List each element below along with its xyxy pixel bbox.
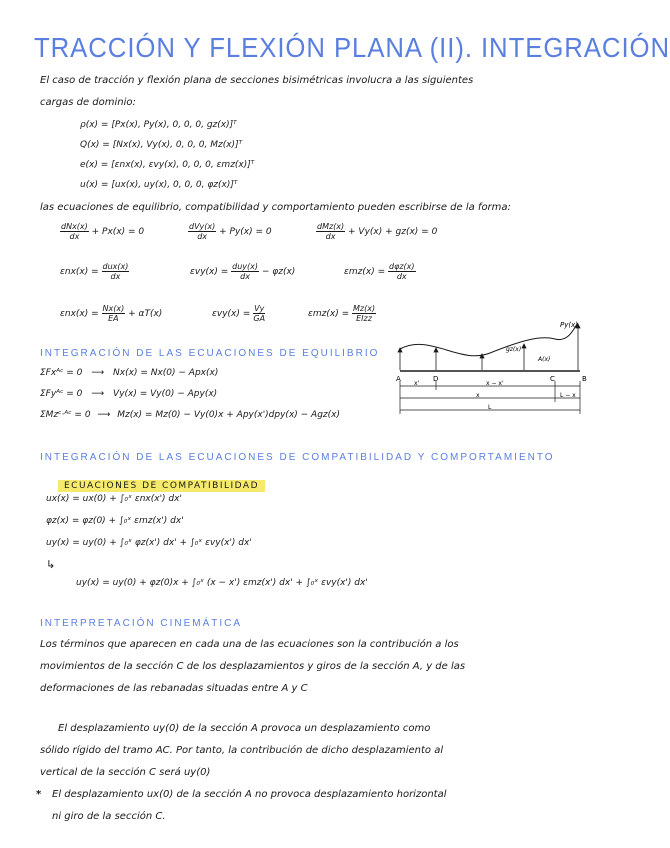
kinematics-para3-line1: El desplazamiento ux(0) de la sección A no provoca desplazamiento horizontal <box>52 789 447 800</box>
vector-u: u(x) = [ux(x), uy(x), 0, 0, 0, φz(x)]ᵀ <box>80 180 238 190</box>
label-dim-l: L <box>488 404 492 411</box>
equilibrium-sum-m: ΣMzᶜ·ᴬᶜ = 0 ⟶ Mz(x) = Mz(0) − Vy(0)x + Apy(x')dpy(x) − Agz(x) <box>40 410 340 420</box>
vector-rho: ρ(x) = [Px(x), Py(x), 0, 0, 0, gz(x)]ᵀ <box>80 120 237 130</box>
label-gz: gz(x) <box>506 346 522 353</box>
label-point-c: C <box>550 375 555 383</box>
behaviour-eq-3: εmz(x) = $\frac{Mz(x)}{\text{EIzz}}$ <box>308 304 376 323</box>
label-dim-l-minus-x: L − x <box>560 392 576 399</box>
integral-uy: uy(x) = uy(0) + ∫₀ˣ φz(x') dx' + ∫₀ˣ εvy(x') dx' <box>46 538 252 548</box>
compatibility-eq-1: εnx(x) = $\frac{\text{dux(x)}}{dx}$ <box>60 262 129 281</box>
label-point-d: D <box>433 375 439 383</box>
load-arrows <box>398 324 580 370</box>
equilibrium-sum-x: ΣFxᴬᶜ = 0 ⟶ Nx(x) = Nx(0) − Apx(x) <box>40 368 219 378</box>
compatibility-eq-3: εmz(x) = $\frac{\text{dφz(x)}}{dx}$ <box>344 262 415 281</box>
result-arrow-icon: ↳ <box>46 558 56 571</box>
label-point-b: B <box>582 375 587 383</box>
label-py: Py(x) <box>560 321 578 329</box>
section-title-kinematics: INTERPRETACIÓN CINEMÁTICA <box>40 618 243 629</box>
compatibility-subtitle: ECUACIONES DE COMPATIBILIDAD <box>58 473 265 492</box>
kinematics-para2-line1: El desplazamiento uy(0) de la sección A provoca un desplazamiento como <box>58 723 431 734</box>
label-apx: A(x) <box>538 356 551 363</box>
equilibrium-eq-1: $\frac{\text{dNx(x)}}{dx}$ + Px(x) = 0 <box>61 222 145 241</box>
equilibrium-eq-2: $\frac{\text{dVy(x)}}{dx}$ + Py(x) = 0 <box>189 222 272 241</box>
equations-intro: las ecuaciones de equilibrio, compatibilidad y comportamiento pueden escribirse de la forma: <box>40 202 511 213</box>
section-title-compatibility: INTEGRACIÓN DE LAS ECUACIONES DE COMPATIBILIDAD Y COMPORTAMIENTO <box>40 452 555 463</box>
equilibrium-sum-y: ΣFyᴬᶜ = 0 ⟶ Vy(x) = Vy(0) − Apy(x) <box>40 389 218 399</box>
kinematics-para3-line2: ni giro de la sección C. <box>52 811 166 822</box>
section-title-equilibrium: INTEGRACIÓN DE LAS ECUACIONES DE EQUILIBRIO <box>40 348 380 359</box>
vector-q: Q(x) = [Nx(x), Vy(x), 0, 0, 0, Mz(x)]ᵀ <box>80 140 243 150</box>
label-dim-x: x <box>476 392 480 399</box>
label-dim-x-minus-x-prime: x − x' <box>486 380 504 387</box>
label-dim-x-prime: x' <box>414 380 420 387</box>
behaviour-eq-2: εvy(x) = $\frac{Vy}{GA}$ <box>212 304 266 323</box>
integral-phiz: φz(x) = φz(0) + ∫₀ˣ εmz(x') dx' <box>46 516 184 526</box>
kinematics-para1-line1: Los términos que aparecen en cada una de las ecuaciones son la contribución a los <box>40 639 459 650</box>
equilibrium-eq-3: $\frac{\text{dMz(x)}}{dx}$ + Vy(x) + gz(x) = 0 <box>317 222 438 241</box>
intro-line-2: cargas de dominio: <box>40 97 136 108</box>
page-title: TRACCIÓN Y FLEXIÓN PLANA (II). INTEGRACIÓN <box>34 32 670 63</box>
kinematics-para2-line3: vertical de la sección C será uy(0) <box>40 767 211 778</box>
bullet-mark: * <box>36 789 42 800</box>
compatibility-eq-2: εvy(x) = $\frac{\text{duy(x)}}{dx}$ − φz(x) <box>190 262 296 281</box>
beam-load-diagram <box>390 315 590 420</box>
label-point-a: A <box>396 375 401 383</box>
vector-e: e(x) = [εnx(x), εvy(x), 0, 0, 0, εmz(x)]ᵀ <box>80 160 255 170</box>
load-curve <box>400 323 578 356</box>
integral-uy-result: uy(x) = uy(0) + φz(0)x + ∫₀ˣ (x − x') εmz(x') dx' + ∫₀ˣ εvy(x') dx' <box>76 578 368 588</box>
intro-line-1: El caso de tracción y flexión plana de secciones bisimétricas involucra a las siguientes <box>40 75 474 86</box>
kinematics-para1-line2: movimientos de la sección C de los desplazamientos y giros de la sección A, y de las <box>40 661 466 672</box>
integral-ux: ux(x) = ux(0) + ∫₀ˣ εnx(x') dx' <box>46 494 182 504</box>
kinematics-para1-line3: deformaciones de las rebanadas situadas entre A y C <box>40 683 308 694</box>
kinematics-para2-line2: sólido rígido del tramo AC. Por tanto, la contribución de dicho desplazamiento al <box>40 745 444 756</box>
behaviour-eq-1: εnx(x) = $\frac{Nx(x)}{EA}$ + αT(x) <box>60 304 163 323</box>
